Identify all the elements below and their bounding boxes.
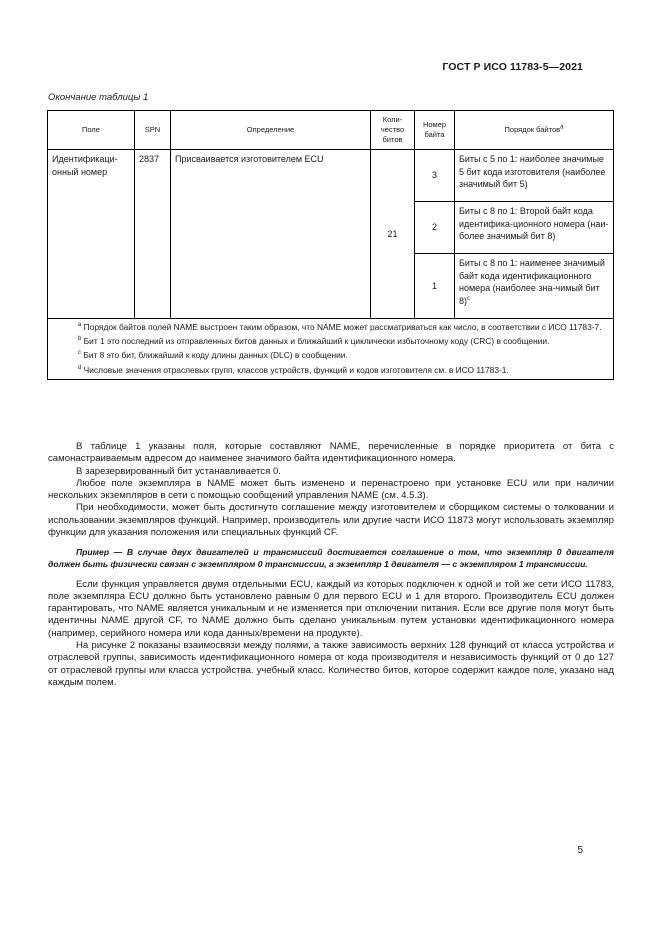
paragraph: В таблице 1 указаны поля, которые составляют NAME, перечисленные в порядке приоритета от бита с самонастраиваемым адресом до наименее значимого байта идентификационного номера. xyxy=(48,441,614,465)
byte-number-cell: 1 xyxy=(415,254,455,319)
paragraph: Если функция управляется двумя отдельными ECU, каждый из которых подключен к одной и той же сети ИСО 11783, поле экземпляра ECU должно быть установлено равным 0 для первого ECU и 1 для второго. Производитель ECU должен гарантировать, что NAME является уникальным и не изменяется при отключении питания. Если все другие поля могут быть идентичны NAME другой CF, то NAME должно быть сделано уникальным путем установки идентификационного номера (например, серийного номера или кода данных/времени на продукте). xyxy=(48,578,614,639)
table-note xyxy=(52,322,609,333)
spn-cell: 2837 xyxy=(135,150,171,319)
field-cell: Идентификаци- онный номер xyxy=(48,150,135,319)
footnote-mark: b xyxy=(78,336,82,343)
note-text: Бит 8 это бит, ближайший к коду длины данных (DLC) в сообщении. xyxy=(83,350,348,361)
note-text: Порядок байтов полей NAME выстроен таким образом, что NAME может рассматриваться как число, в соответствии с ИСО 11783-7. xyxy=(83,322,602,332)
table-header-row xyxy=(48,111,614,150)
footnote-mark: c xyxy=(78,350,81,357)
col-header-byte-order xyxy=(455,111,614,150)
example-paragraph: Пример — В случае двух двигателей и трансмиссий достигается соглашение о том, что экземпляр 0 двигателя должен быть физически связан с экземпляром 0 трансмиссии, а экземпляр 1 двигателя — с экземпляром 1 трансмиссии. xyxy=(48,547,614,569)
definition-cell: Присваивается изготовителем ECU xyxy=(171,150,371,319)
byte-order-cell: Биты с 8 по 1: Второй байт кода идентифика-ционного номера (наи-более значимый бит 8) xyxy=(455,202,614,254)
col-header-spn: SPN xyxy=(135,111,171,150)
document-code: ГОСТ Р ИСО 11783-5—2021 xyxy=(442,61,583,73)
paragraph: Любое поле экземпляра в NAME может быть изменено и перенастроено при установке ECU или при наличии нескольких экземпляров в сети с помощью сообщений управления NAME (см. 4.5.3). xyxy=(48,477,614,502)
table-note xyxy=(52,350,609,361)
paragraph: При необходимости, может быть достигнуто соглашение между изготовителем и сборщиком системы о толковании и использовании экземпляров функций. Например, производитель или другие части ИСО 11873 могут использовать экземпляр функции для указания положения или специальных функций CF. xyxy=(48,502,614,539)
paragraph: В зарезервированный бит устанавливается 0. xyxy=(76,465,281,477)
footnote-mark: c xyxy=(467,295,471,302)
note-text: Бит 1 это последний из отправленных битов данных и ближайший к циклически избыточному коду (CRC) в сообщении. xyxy=(83,336,550,347)
col-header-byte-number: Номер байта xyxy=(415,111,455,150)
table-notes-row xyxy=(48,319,614,380)
footnote-mark: a xyxy=(560,124,564,131)
name-fields-table xyxy=(47,110,614,380)
byte-order-cell xyxy=(455,254,614,319)
byte-number-cell: 3 xyxy=(415,150,455,202)
col-header-bit-count: Коли- чество битов xyxy=(371,111,415,150)
body-text xyxy=(48,441,614,689)
table-note xyxy=(52,365,609,376)
byte-order-cell: Биты с 5 по 1: наиболее значимые 5 бит кода изготовителя (наиболее значимый бит 5) xyxy=(455,150,614,202)
col-header-definition: Определение xyxy=(171,111,371,150)
note-text: Числовые значения отраслевых групп, классов устройств, функций и кодов изготовителя см. в ИСО 11783-1. xyxy=(83,364,509,375)
col-header-field: Поле xyxy=(48,111,135,150)
byte-order-text: Биты с 8 по 1: наименее значимый байт кода идентификационного номера (наиболее зна-чимый бит 8) xyxy=(459,258,605,306)
table-caption: Окончание таблицы 1 xyxy=(48,92,149,103)
footnote-mark: d xyxy=(78,364,82,371)
bit-count-cell: 21 xyxy=(371,150,415,319)
byte-number-cell: 2 xyxy=(415,202,455,254)
page-number: 5 xyxy=(577,845,583,856)
byte-order-label: Порядок байтов xyxy=(504,125,561,134)
table-note xyxy=(52,336,609,347)
table-notes xyxy=(48,319,614,380)
table-row xyxy=(48,150,614,202)
footnote-mark: a xyxy=(78,322,82,329)
paragraph: На рисунке 2 показаны взаимосвязи между полями, а также зависимость верхних 128 функций от класса устройства и отраслевой группы, зависимость идентификационного номера от кода производителя и независимость функций от 0 до 127 от отраслевой группы или класса устройства. учебный класс. Количество битов, которое содержит каждое поле, указано над каждым полем. xyxy=(48,640,614,688)
